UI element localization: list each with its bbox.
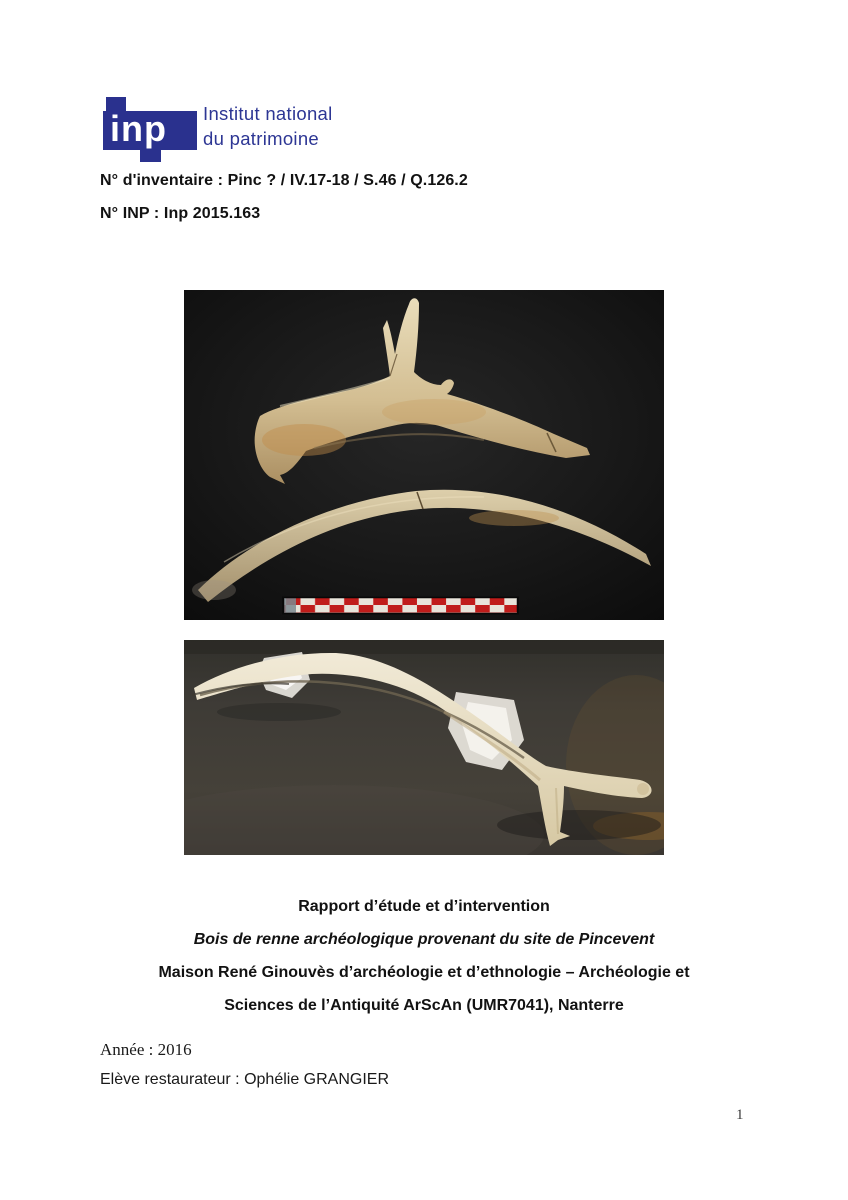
inp-logo-bottom-tab [140, 150, 161, 162]
institution-line-2: Sciences de l’Antiquité ArScAn (UMR7041), Nanterre [224, 997, 624, 1014]
report-subtitle: Bois de renne archéologique provenant du site de Pincevent [193, 931, 655, 948]
inp-logo-acronym: inp [103, 111, 197, 150]
restorer-line: Elève restaurateur : Ophélie GRANGIER [100, 1071, 390, 1088]
report-title-block [0, 890, 848, 1022]
inventory-number-line: N° d'inventaire : Pinc ? / IV.17-18 / S.46 / Q.126.2 [100, 172, 468, 189]
scale-bar [282, 597, 519, 615]
page-number: 1 [736, 1107, 744, 1123]
antler-assembled-photo [184, 640, 664, 855]
inp-logo-wordmark [203, 101, 333, 151]
inp-logo [103, 97, 199, 165]
antler-shadow [497, 810, 661, 840]
report-title: Rapport d’étude et d’intervention [298, 898, 550, 915]
antler-fragments-photo [184, 290, 664, 620]
inp-wordmark-line2: du patrimoine [203, 128, 319, 149]
institution-line-1: Maison René Ginouvès d’archéologie et d’ethnologie – Archéologie et [158, 964, 690, 981]
photo1-background [184, 290, 664, 620]
inp-number-line: N° INP : Inp 2015.163 [100, 205, 261, 222]
year-line: Année : 2016 [100, 1040, 192, 1059]
inp-wordmark-line1: Institut national [203, 103, 333, 124]
